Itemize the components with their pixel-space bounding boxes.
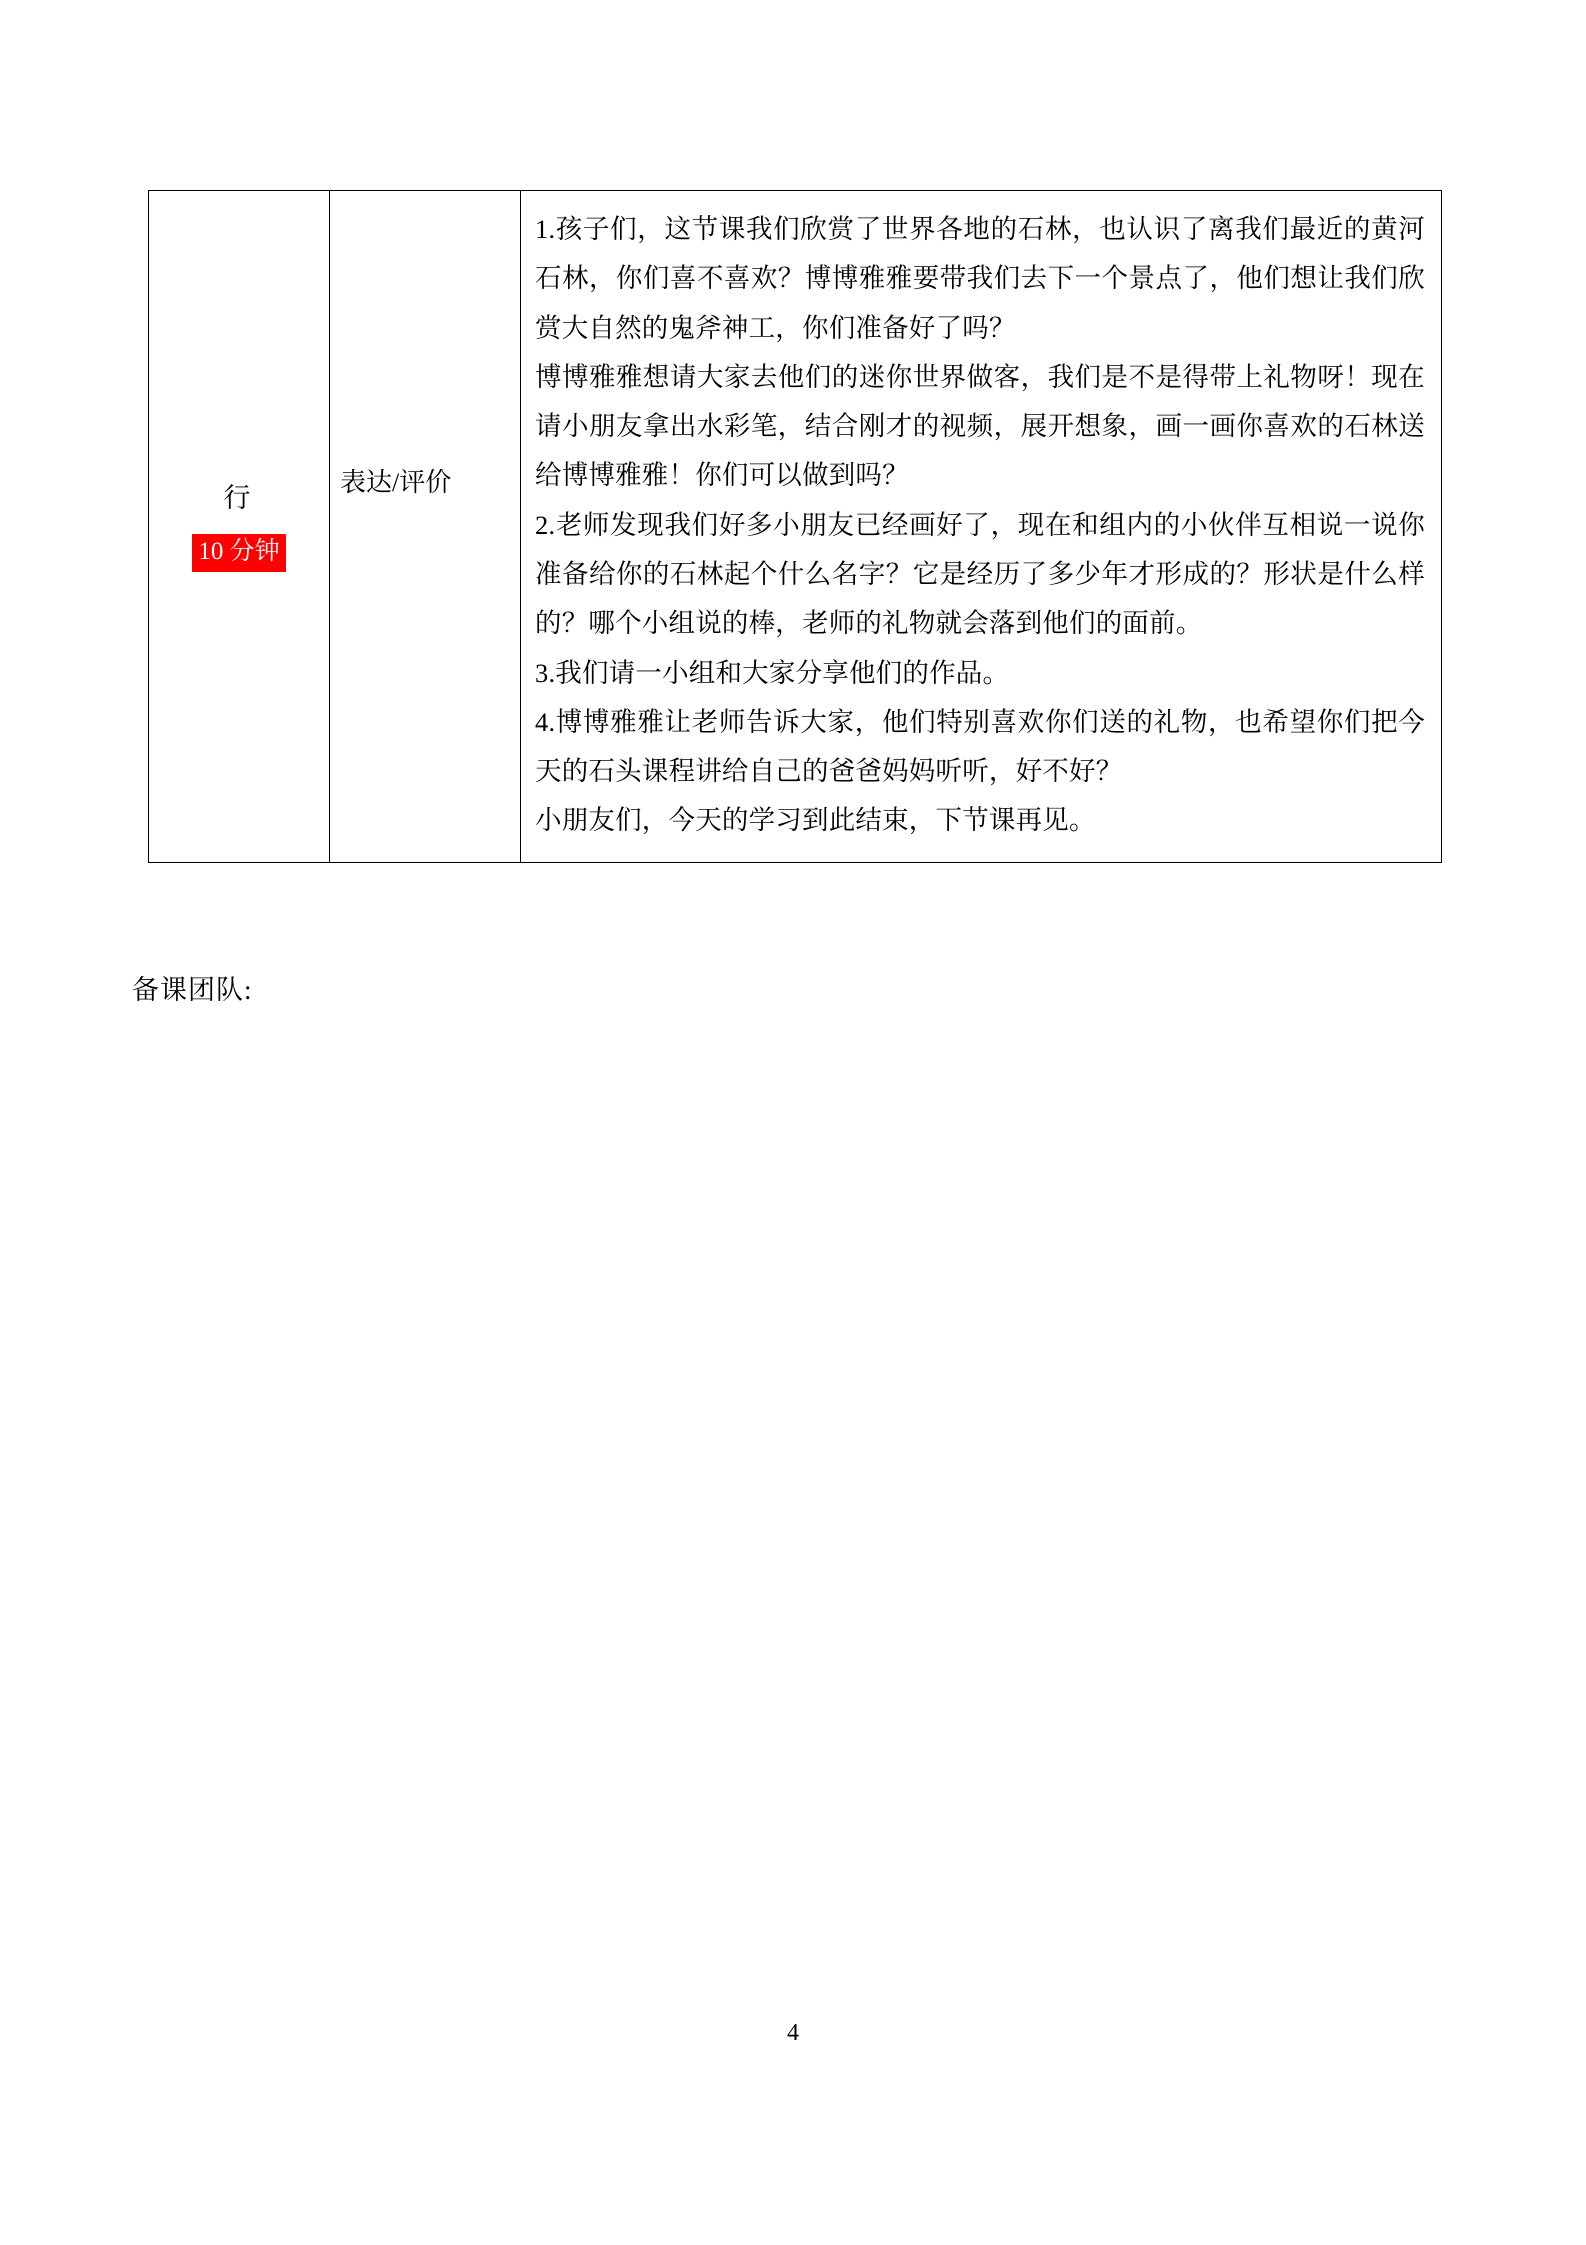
stage-cell (149, 191, 330, 863)
preparation-team-label: 备课团队: (132, 975, 253, 1005)
content-cell (521, 191, 1442, 863)
content-paragraph-1: 1.孩子们，这节课我们欣赏了世界各地的石林，也认识了离我们最近的黄河石林，你们喜不喜欢？博博雅雅要带我们去下一个景点了，他们想让我们欣赏大自然的鬼斧神工，你们准备好了吗？ (535, 214, 1425, 343)
content-paragraph-2: 博博雅雅想请大家去他们的迷你世界做客，我们是不是得带上礼物呀！现在请小朋友拿出水彩笔，结合刚才的视频，展开想象，画一画你喜欢的石林送给博博雅雅！你们可以做到吗？ (535, 361, 1425, 491)
table-row (149, 191, 1442, 863)
content-paragraph-5: 4.博博雅雅让老师告诉大家，他们特别喜欢你们送的礼物，也希望你们把今天的石头课程讲给自己的爸爸妈妈听听，好不好？ (535, 706, 1425, 787)
page-number: 4 (787, 2020, 799, 2046)
content-paragraph-4: 3.我们请一小组和大家分享他们的作品。 (535, 657, 1010, 688)
content-paragraph-3: 2.老师发现我们好多小朋友已经画好了，现在和组内的小伙伴互相说一说你准备给你的石林起个什么名字？它是经历了多少年才形成的？形状是什么样的？哪个小组说的棒，老师的礼物就会落到他们的面前。 (535, 509, 1425, 639)
stage-cell-inner (149, 467, 329, 585)
lesson-plan-table (148, 190, 1442, 863)
content-paragraphs (521, 191, 1441, 862)
stage-duration-badge: 10 分钟 (192, 534, 285, 571)
content-paragraph-6: 小朋友们，今天的学习到此结束，下节课再见。 (535, 805, 1096, 836)
skill-label: 表达/评价 (340, 468, 452, 497)
skill-cell (330, 191, 521, 863)
stage-label: 行 (223, 483, 255, 514)
